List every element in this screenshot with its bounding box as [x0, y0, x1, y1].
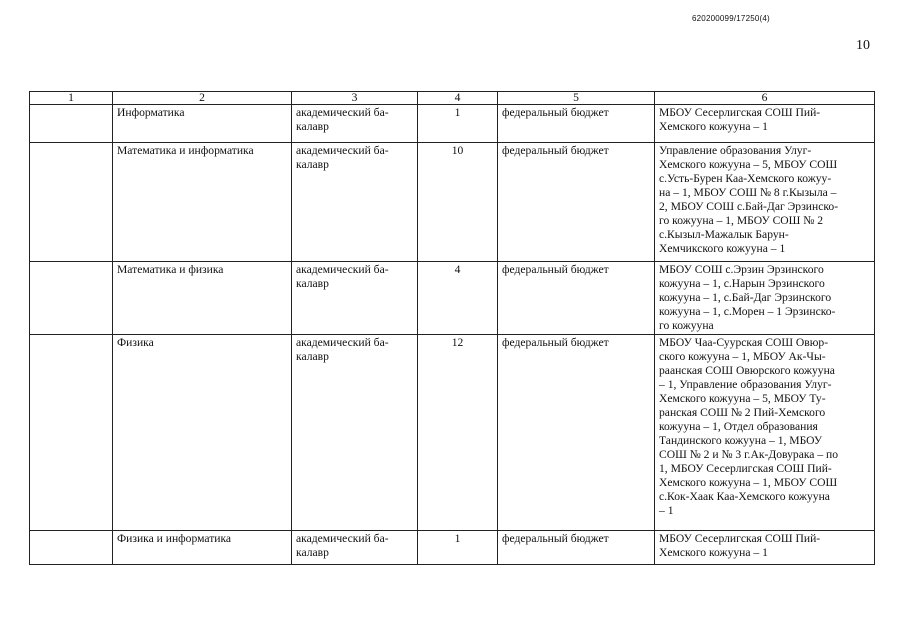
count-cell-text: 1: [454, 532, 461, 545]
header-row: [30, 92, 875, 105]
funding-cell: [498, 143, 655, 262]
organizations-cell-text: МБОУ Чаа-Суурская СОШ Овюр- ского кожууна – 1, МБОУ Ак-Чы- раанская СОШ Овюрского кожууна – 1, Управление образования Улуг- Хемского кожууна – 5, МБОУ Ту- ранская СОШ № 2 Пий-Хемского кожууна – 1, Отдел образования Тандинского кожууна – 1, МБОУ СОШ № 2 и № 3 г.Ак-Довурака – по 1, МБОУ Сесерлигская СОШ Пий- Хемского кожууна – 1, МБОУ СОШ с.Кок-Хаак Каа-Хемского кожууна – 1: [659, 336, 839, 517]
level-cell-text: академический ба- калавр: [296, 336, 389, 363]
row-number-cell: [30, 105, 113, 143]
level-cell: [292, 262, 418, 335]
column-header: 4: [418, 92, 498, 105]
specialty-cell: [113, 262, 292, 335]
count-cell-text: 1: [454, 106, 461, 119]
funding-cell-text: федеральный бюджет: [502, 106, 609, 119]
count-cell-text: 4: [454, 263, 461, 276]
table-row: [30, 105, 875, 143]
column-header: 5: [498, 92, 655, 105]
funding-cell-text: федеральный бюджет: [502, 144, 609, 157]
funding-cell: [498, 531, 655, 565]
count-cell: [418, 531, 498, 565]
column-header: 2: [113, 92, 292, 105]
level-cell-text: академический ба- калавр: [296, 263, 389, 290]
funding-cell: [498, 105, 655, 143]
level-cell: [292, 143, 418, 262]
count-cell: [418, 105, 498, 143]
column-header: 6: [655, 92, 875, 105]
level-cell-text: академический ба- калавр: [296, 532, 389, 559]
table-row: [30, 143, 875, 262]
organizations-cell-text: МБОУ Сесерлигская СОШ Пий- Хемского кожууна – 1: [659, 106, 821, 133]
level-cell: [292, 335, 418, 531]
specialty-cell-text: Математика и информатика: [117, 144, 254, 157]
row-number-cell: [30, 531, 113, 565]
data-table: [29, 91, 875, 565]
table-row: [30, 262, 875, 335]
specialty-cell-text: Математика и физика: [117, 263, 224, 276]
organizations-cell-text: Управление образования Улуг- Хемского кожууна – 5, МБОУ СОШ с.Усть-Бурен Каа-Хемского кожуу- на – 1, МБОУ СОШ № 8 г.Кызыла – 2, МБОУ СОШ с.Бай-Даг Эрзинско- го кожууна – 1, МБОУ СОШ № 2 с.Кызыл-Мажалык Барун- Хемчикского кожууна – 1: [659, 144, 839, 255]
row-number-cell: [30, 262, 113, 335]
organizations-cell: [655, 531, 875, 565]
specialty-cell: [113, 531, 292, 565]
organizations-cell: [655, 143, 875, 262]
count-cell: [418, 262, 498, 335]
funding-cell-text: федеральный бюджет: [502, 532, 609, 545]
count-cell-text: 12: [451, 336, 464, 349]
specialty-cell: [113, 335, 292, 531]
specialty-cell: [113, 143, 292, 262]
funding-cell: [498, 262, 655, 335]
specialty-cell-text: Физика и информатика: [117, 532, 232, 545]
count-cell-text: 10: [451, 144, 464, 157]
organizations-cell-text: МБОУ Сесерлигская СОШ Пий- Хемского кожууна – 1: [659, 532, 821, 559]
column-header: 3: [292, 92, 418, 105]
level-cell-text: академический ба- калавр: [296, 106, 389, 133]
organizations-cell: [655, 105, 875, 143]
specialty-cell-text: Информатика: [117, 106, 185, 119]
organizations-cell: [655, 262, 875, 335]
specialty-cell-text: Физика: [117, 336, 154, 349]
organizations-cell: [655, 335, 875, 531]
funding-cell-text: федеральный бюджет: [502, 336, 609, 349]
funding-cell-text: федеральный бюджет: [502, 263, 609, 276]
organizations-cell-text: МБОУ СОШ с.Эрзин Эрзинского кожууна – 1, с.Нарын Эрзинского кожууна – 1, с.Бай-Даг Эрзинского кожууна – 1, с.Морен – 1 Эрзинско- го кожууна: [659, 263, 836, 332]
row-number-cell: [30, 143, 113, 262]
level-cell: [292, 531, 418, 565]
table-row: [30, 531, 875, 565]
table-row: [30, 335, 875, 531]
column-header: 1: [30, 92, 113, 105]
document-code: 620200099/17250(4): [692, 14, 770, 23]
level-cell-text: академический ба- калавр: [296, 144, 389, 171]
funding-cell: [498, 335, 655, 531]
count-cell: [418, 335, 498, 531]
specialty-cell: [113, 105, 292, 143]
row-number-cell: [30, 335, 113, 531]
level-cell: [292, 105, 418, 143]
count-cell: [418, 143, 498, 262]
page-number: 10: [856, 38, 870, 53]
